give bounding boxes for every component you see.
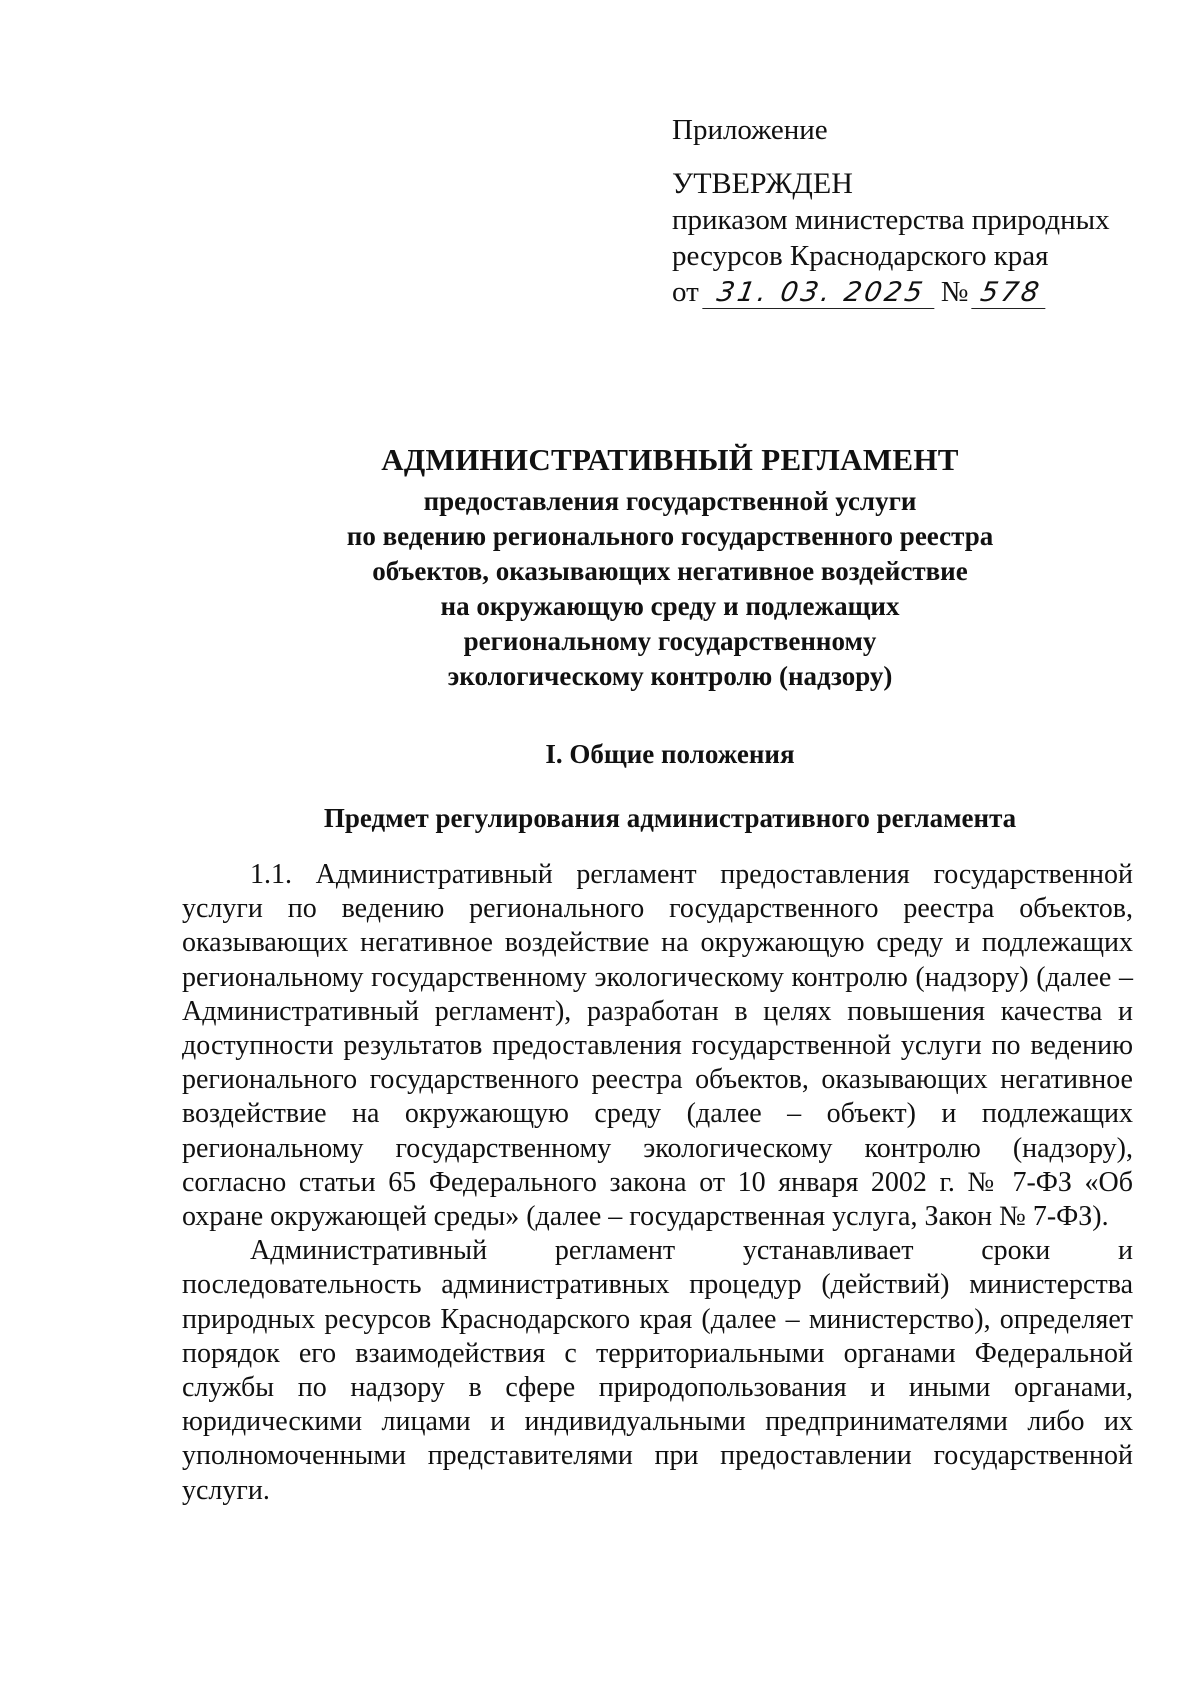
- approval-block: [672, 112, 1142, 310]
- title-line: региональному государственному: [463, 626, 877, 656]
- handwritten-number: 578: [972, 278, 1051, 309]
- approval-line-2: ресурсов Краснодарского края: [672, 240, 1049, 272]
- subsection-heading: Предмет регулирования административного регламента: [323, 803, 1017, 833]
- title-main: АДМИНИСТРАТИВНЫЙ РЕГЛАМЕНТ: [381, 442, 959, 477]
- approved-label: УТВЕРЖДЕН: [672, 167, 853, 200]
- approval-line-1: приказом министерства природных: [672, 204, 1110, 236]
- section-heading: I. Общие положения: [545, 739, 795, 769]
- handwritten-date: 31. 03. 2025: [702, 278, 939, 309]
- paragraph: Административный регламент устанавливает сроки и последовательность административных процедур (действий) министерства природных ресурсов Краснодарского края (далее – министерство), определяет порядок его взаимодействия с территориальными органами Федеральной службы по надзору в сфере природопользования и иными органами, юридическими лицами и индивидуальными предпринимателями либо их уполномоченными представителями при предоставлении государственной услуги.: [182, 1235, 1133, 1506]
- from-label: от: [672, 276, 699, 308]
- number-label: №: [940, 276, 969, 308]
- title-line: экологическому контролю (надзору): [447, 661, 893, 691]
- title-line: на окружающую среду и подлежащих: [440, 591, 900, 621]
- approval-date-line: [672, 274, 1142, 310]
- body-text: [182, 858, 1133, 1508]
- document-title: [140, 440, 1200, 694]
- paragraph: 1.1. Административный регламент предоставления государственной услуги по ведению регионального государственного реестра объектов, оказывающих негативное воздействие на окружающую среду и подлежащих региональному государственному экологическому контролю (надзору) (далее – Административный регламент), разработан в целях повышения качества и доступности результатов предоставления государственной услуги по ведению регионального государственного реестра объектов, оказывающих негативное воздействие на окружающую среду (далее – объект) и подлежащих региональному государственному экологическому контролю (надзору), согласно статьи 65 Федерального закона от 10 января 2002 г. № 7-ФЗ «Об охране окружающей среды» (далее – государственная услуга, Закон № 7-ФЗ).: [182, 859, 1133, 1233]
- title-line: объектов, оказывающих негативное воздействие: [372, 556, 968, 586]
- title-line: предоставления государственной услуги: [423, 486, 917, 516]
- title-line: по ведению регионального государственного реестра: [346, 521, 994, 551]
- annex-label: Приложение: [672, 114, 828, 146]
